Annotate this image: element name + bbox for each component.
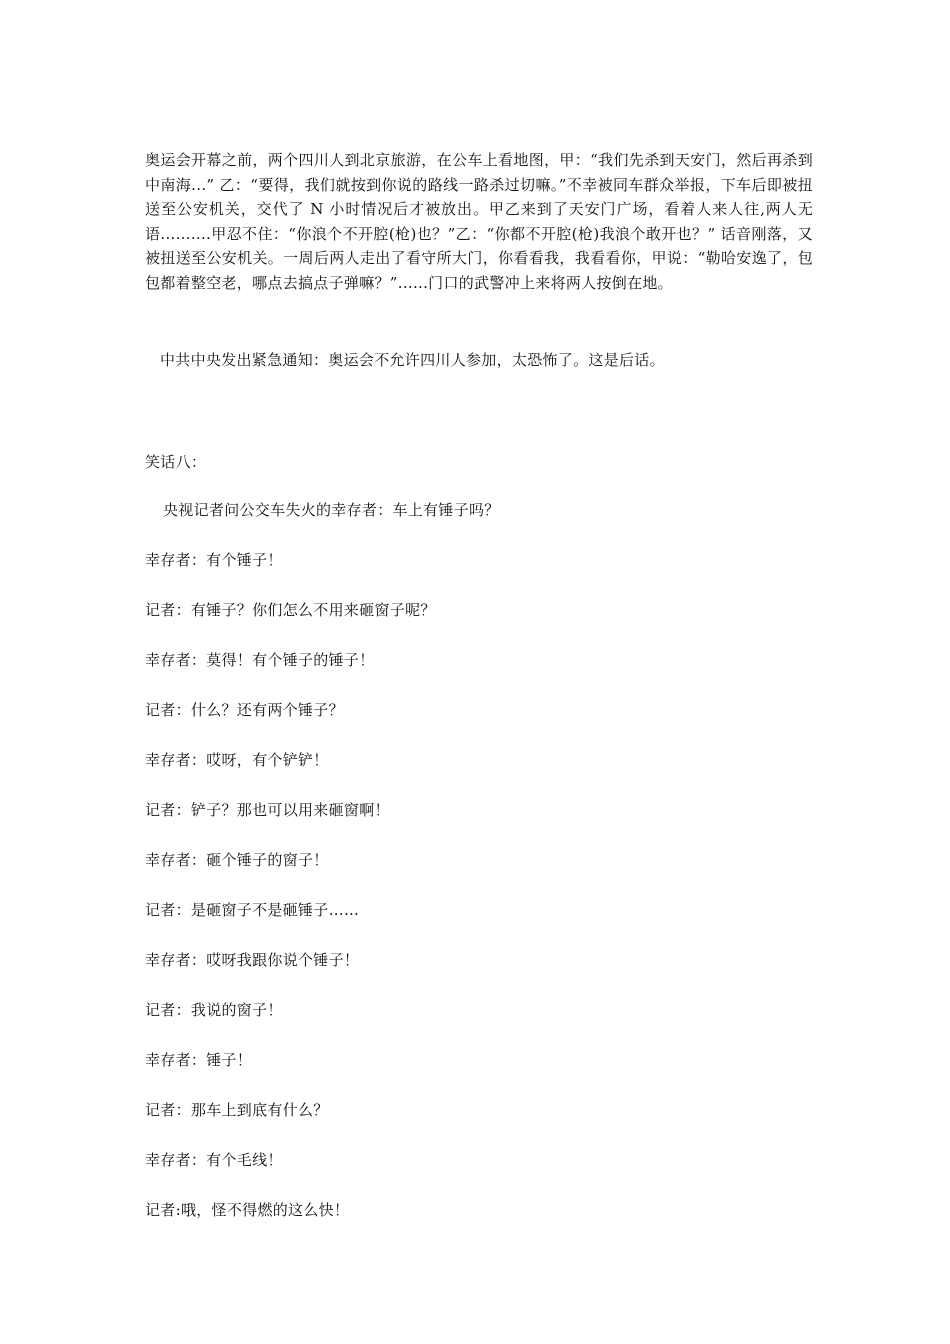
dialogue-line: 央视记者问公交车失火的幸存者：车上有锤子吗？ xyxy=(163,501,500,519)
dialogue-line: 幸存者：哎呀，有个铲铲！ xyxy=(145,751,329,769)
dialogue-line: 记者：什么？还有两个锤子？ xyxy=(145,701,344,719)
dialogue-line: 记者：那车上到底有什么？ xyxy=(145,1101,329,1119)
story-paragraph: 奥运会开幕之前，两个四川人到北京旅游，在公车上看地图，甲：“我们先杀到天安门，然后再杀到中南海...” 乙：“要得，我们就按到你说的路线一路杀过切嘛。”不幸被同车群众举报，下车后即被扭送至公安机关，交代了 N 小时情况后才被放出。甲乙来到了天安门广场，看着人来人往,两人无语..........甲忍不住：“你浪个不开腔(枪)也？”乙：“你都不开腔(枪)我浪个敢开也？” 话音刚落，又被扭送至公安机关。一周后两人走出了看守所大门，你看看我，我看看你，甲说：“勒哈安逸了，包包都着整空老，哪点去搞点子弹嘛？”......门口的武警冲上来将两人按倒在地。 xyxy=(145,151,813,292)
dialogue-line: 记者：是砸窗子不是砸锤子…… xyxy=(145,901,360,919)
dialogue-line: 记者：铲子？那也可以用来砸窗啊！ xyxy=(145,801,390,819)
dialogue-line: 幸存者：莫得！有个锤子的锤子！ xyxy=(145,651,375,669)
dialogue-line: 幸存者：砸个锤子的窗子！ xyxy=(145,851,329,869)
dialogue-line: 记者：我说的窗子！ xyxy=(145,1001,283,1019)
story-afterword: 中共中央发出紧急通知：奥运会不允许四川人参加，太恐怖了。这是后话。 xyxy=(160,351,665,369)
dialogue-line: 记者：有锤子？你们怎么不用来砸窗子呢？ xyxy=(145,601,436,619)
joke-heading: 笑话八： xyxy=(145,453,207,471)
dialogue-line: 幸存者：有个毛线！ xyxy=(145,1151,283,1169)
dialogue-line: 幸存者：有个锤子！ xyxy=(145,551,283,569)
dialogue-line: 幸存者：锤子！ xyxy=(145,1051,253,1069)
dialogue-line: 记者:哦，怪不得燃的这么快！ xyxy=(145,1201,350,1219)
dialogue-line: 幸存者：哎呀我跟你说个锤子！ xyxy=(145,951,360,969)
